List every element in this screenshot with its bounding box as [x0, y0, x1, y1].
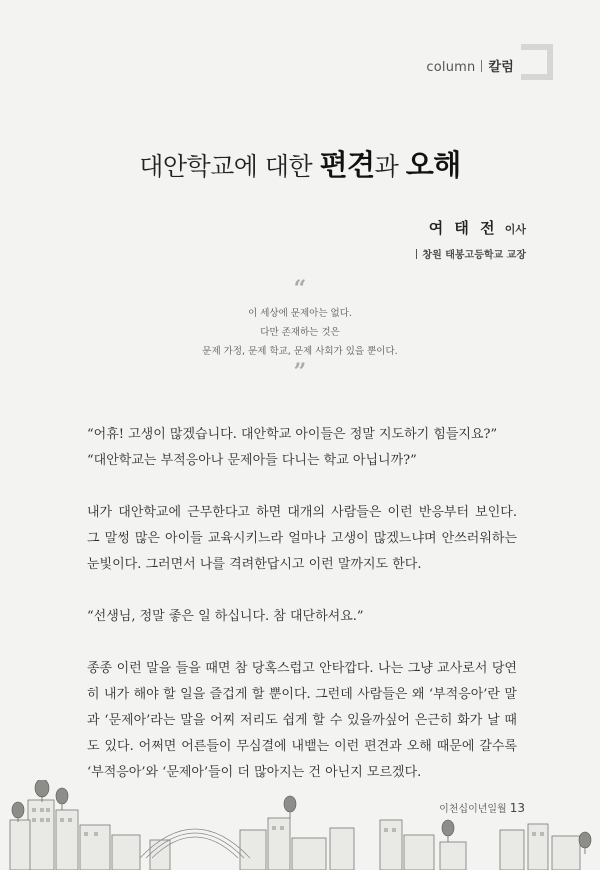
article-body	[87, 422, 517, 812]
body-paragraph: “대안학교는 부적응아나 문제아들 다니는 학교 아닙니까?”	[87, 453, 417, 468]
section-tag	[426, 56, 514, 75]
affiliation-text: 창원 태봉고등학교 교장	[422, 250, 526, 261]
quote-line: 이 세상에 문제아는 없다.	[248, 308, 352, 319]
corner-bracket-decoration	[521, 44, 553, 80]
magazine-issue: 이천십이년일월	[439, 804, 507, 815]
quote-line: 문제 가정, 문제 학교, 문제 사회가 있을 뿐이다.	[202, 346, 398, 357]
page-number: 13	[509, 801, 525, 815]
body-paragraph: “어휴! 고생이 많겠습니다. 대안학교 아이들은 정말 지도하기 힘들지요?”	[87, 427, 498, 442]
close-quote-mark: ”	[293, 359, 307, 385]
epigraph-quote	[0, 278, 600, 383]
article-title	[0, 143, 600, 184]
author-affiliation	[416, 246, 526, 261]
cityscape-illustration	[0, 780, 600, 870]
section-label-en: column	[426, 60, 476, 75]
section-label-kr: 칼럼	[488, 60, 514, 75]
title-highlight-1: 편견	[319, 148, 375, 182]
title-part-2: 과	[374, 152, 406, 181]
author-name: 여 태 전	[428, 219, 498, 237]
affiliation-bar	[416, 249, 417, 259]
body-paragraph: 내가 대안학교에 근무한다고 하면 대개의 사람들은 이런 반응부터 보인다. 그 말썽 많은 아이들 교육시키느라 얼마나 고생이 많겠느냐며 안쓰러워하는 눈빛이다. 그러면서 나를 격려한답시고 이런 말까지도 한다.	[87, 505, 517, 572]
title-part-1: 대안학교에 대한	[139, 152, 320, 181]
author-block	[416, 217, 526, 261]
body-paragraph: 종종 이런 말을 들을 때면 참 당혹스럽고 안타깝다. 나는 그냥 교사로서 당연히 내가 해야 할 일을 즐겁게 할 뿐이다. 그런데 사람들은 왜 ‘부적응아’란 말과 ‘문제아’라는 말을 어찌 저리도 쉽게 할 수 있을까싶어 은근히 화가 날 때도 있다. 어쩌면 어른들이 무심결에 내뱉는 이런 편견과 오해 때문에 갈수록 ‘부적응아’와 ‘문제아’들이 더 많아지는 건 아닌지 모르겠다.	[87, 661, 517, 780]
quote-line: 다만 존재하는 것은	[260, 327, 340, 338]
body-paragraph: “선생님, 정말 좋은 일 하십니다. 참 대단하셔요.”	[87, 609, 364, 624]
title-highlight-2: 오해	[405, 148, 461, 182]
author-role: 이사	[504, 223, 526, 236]
open-quote-mark: “	[293, 276, 307, 302]
section-divider	[481, 60, 482, 72]
